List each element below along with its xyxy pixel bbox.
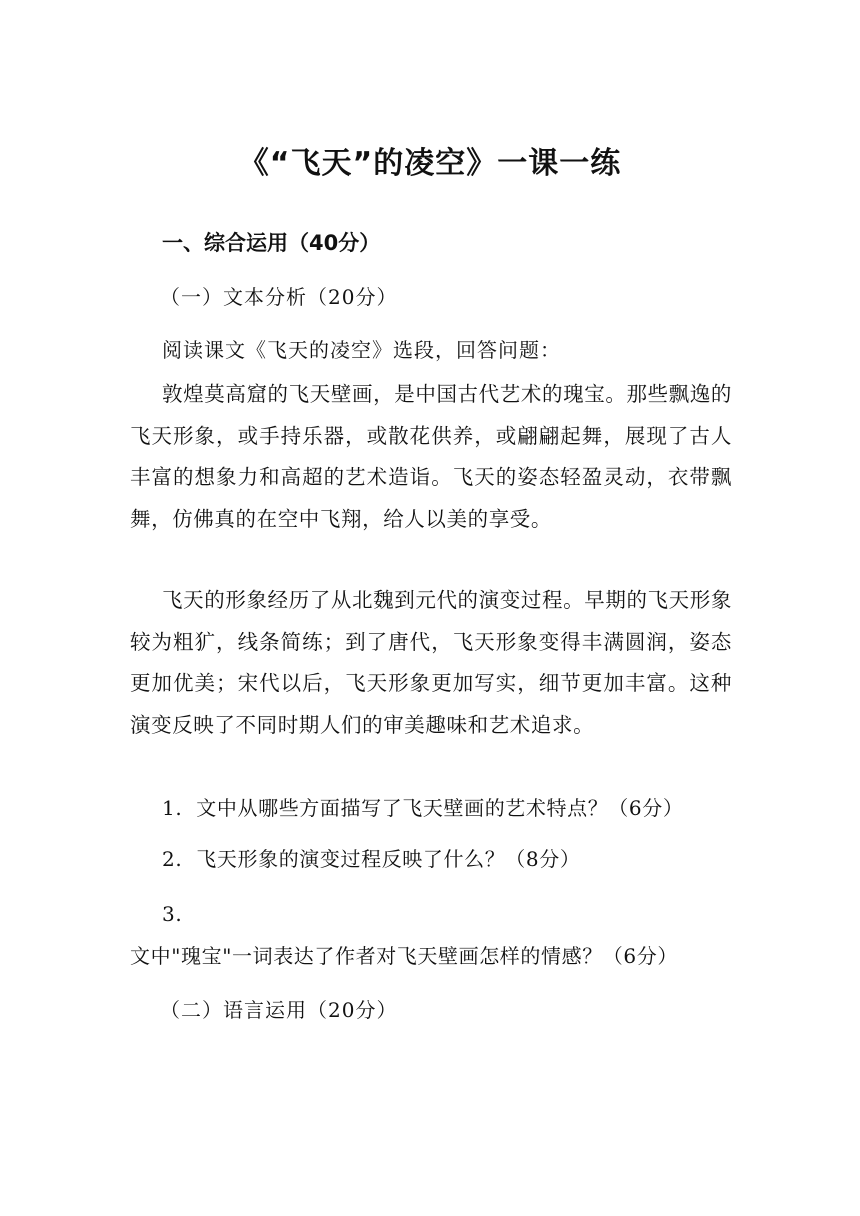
reading-instruction: 阅读课文《飞天的凌空》选段，回答问题：	[162, 338, 561, 362]
question-text: 文中"瑰宝"一词表达了作者对飞天壁画怎样的情感？（6分）	[130, 944, 678, 968]
passage-paragraph: 飞天的形象经历了从北魏到元代的演变过程。早期的飞天形象较为粗犷，线条简练；到了唐代，飞天形象变得丰满圆润，姿态更加优美；宋代以后，飞天形象更加写实，细节更加丰富。这种演变反映了不同时期人们的审美趣味和艺术追求。	[130, 588, 732, 737]
page-title: 《“飞天”的凌空》一课一练	[238, 146, 622, 181]
subsection-heading-language-use: （二）语言运用（20分）	[160, 998, 398, 1022]
passage-paragraph: 敦煌莫高窟的飞天壁画，是中国古代艺术的瑰宝。那些飘逸的飞天形象，或手持乐器，或散花供养，或翩翩起舞，展现了古人丰富的想象力和高超的艺术造诣。飞天的姿态轻盈灵动，衣带飘舞，仿佛真的在空中飞翔，给人以美的享受。	[130, 382, 732, 531]
section-heading: 一、综合运用（40分）	[162, 231, 381, 255]
subsection-heading-text-analysis: （一）文本分析（20分）	[160, 285, 398, 309]
question-item	[130, 838, 740, 880]
question-item	[130, 893, 740, 977]
question-number: 2.	[162, 847, 183, 871]
question-number: 1.	[162, 796, 183, 820]
question-text: 文中从哪些方面描写了飞天壁画的艺术特点？（6分）	[196, 796, 684, 820]
question-text: 飞天形象的演变过程反映了什么？（8分）	[196, 847, 581, 871]
question-item	[130, 787, 740, 829]
question-number: 3.	[162, 902, 183, 926]
